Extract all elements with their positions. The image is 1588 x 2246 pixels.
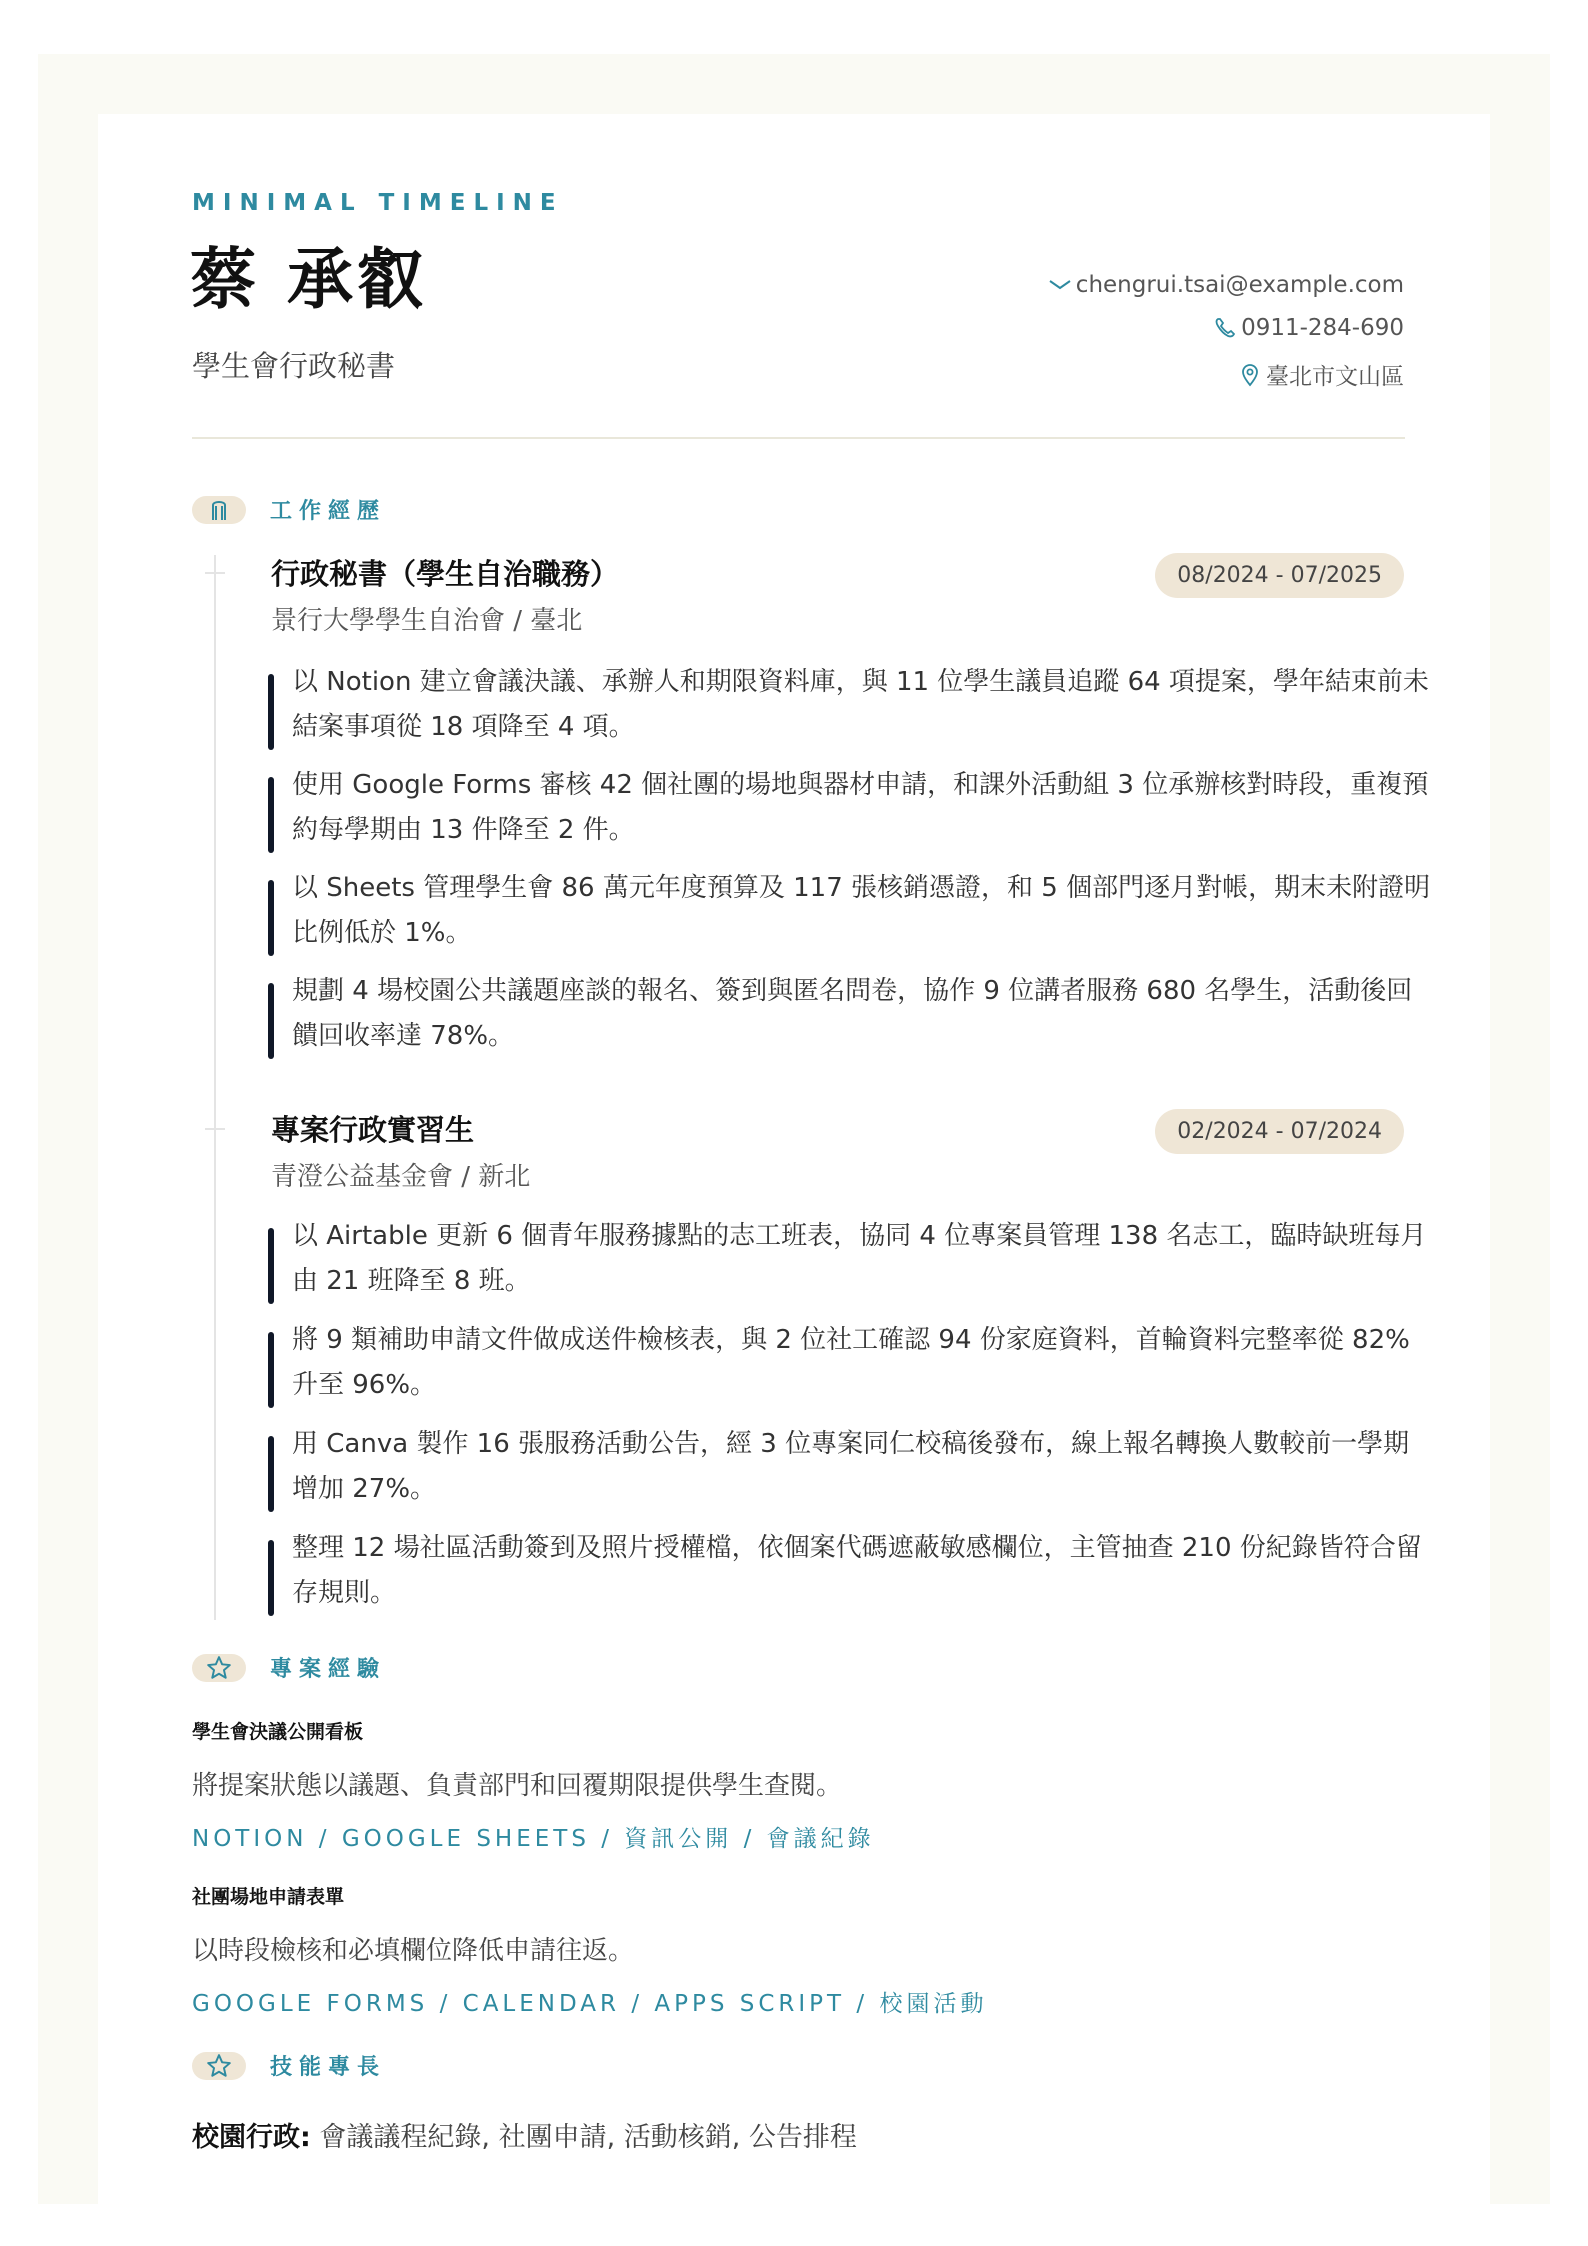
job-bullet <box>268 1318 1432 1408</box>
project-tags: NOTION / GOOGLE SHEETS / 資訊公開 / 會議紀錄 <box>192 1826 875 1852</box>
job-bullet <box>268 1526 1432 1616</box>
section-pill <box>192 2052 246 2080</box>
section-header-skills <box>192 2050 386 2081</box>
job-bullet <box>268 1214 1432 1304</box>
bullet-bar <box>268 1540 274 1616</box>
skill-label: 校園行政: <box>192 2122 311 2153</box>
bullet-bar <box>268 1228 274 1304</box>
bullet-text: 以 Airtable 更新 6 個青年服務據點的志工班表，協同 4 位專案員管理 138 名志工，臨時缺班每月由 21 班降至 8 班。 <box>292 1221 1427 1296</box>
section-pill <box>192 1654 246 1682</box>
job-org: 景行大學學生自治會 / 臺北 <box>271 606 583 636</box>
contact-phone[interactable] <box>1213 315 1404 341</box>
job-bullet <box>268 866 1432 956</box>
header-divider <box>192 437 1405 439</box>
briefcase-icon <box>208 499 230 521</box>
template-brand: MINIMAL TIMELINE <box>192 190 564 216</box>
star-icon <box>206 1655 232 1681</box>
section-title-projects: 專案經驗 <box>270 1657 387 1682</box>
job-bullet <box>268 763 1432 853</box>
project-desc: 將提案狀態以議題、負責部門和回覆期限提供學生查閱。 <box>192 1771 843 1801</box>
job-title: 行政秘書（學生自治職務） <box>271 557 620 591</box>
contact-phone-text: 0911-284-690 <box>1241 315 1404 341</box>
bullet-bar <box>268 1436 274 1512</box>
contact-location-text: 臺北市文山區 <box>1266 364 1404 390</box>
bullet-text: 規劃 4 場校園公共議題座談的報名、簽到與匿名問卷，協作 9 位講者服務 680 名學生，活動後回饋回收率達 78%。 <box>292 976 1413 1051</box>
bullet-text: 將 9 類補助申請文件做成送件檢核表，與 2 位社工確認 94 份家庭資料，首輪資料完整率從 82% 升至 96%。 <box>292 1325 1410 1400</box>
bullet-text: 整理 12 場社區活動簽到及照片授權檔，依個案代碼遮蔽敏感欄位，主管抽查 210 份紀錄皆符合留存規則。 <box>292 1533 1422 1608</box>
bullet-bar <box>268 777 274 853</box>
section-title-experience: 工作經歷 <box>270 499 387 524</box>
bullet-text: 使用 Google Forms 審核 42 個社團的場地與器材申請，和課外活動組 3 位承辦核對時段，重複預約每學期由 13 件降至 2 件。 <box>292 770 1429 845</box>
job-dates: 02/2024 - 07/2024 <box>1155 1109 1404 1154</box>
bullet-text: 以 Notion 建立會議決議、承辦人和期限資料庫，與 11 位學生議員追蹤 64 項提案，學年結束前未結案事項從 18 項降至 4 項。 <box>292 667 1429 742</box>
project-tags: GOOGLE FORMS / CALENDAR / APPS SCRIPT / 校園活動 <box>192 1991 988 2017</box>
section-pill <box>192 496 246 524</box>
job-bullet <box>268 969 1432 1059</box>
contact-email-text: chengrui.tsai@example.com <box>1075 272 1404 298</box>
job-title: 專案行政實習生 <box>271 1113 475 1147</box>
bullet-bar <box>268 983 274 1059</box>
skill-row <box>192 2115 857 2154</box>
candidate-name: 蔡 承叡 <box>190 241 427 318</box>
timeline-marker <box>205 1128 225 1130</box>
location-pin-icon <box>1238 363 1262 387</box>
job-bullet <box>268 1422 1432 1512</box>
bullet-bar <box>268 1332 274 1408</box>
bullet-bar <box>268 880 274 956</box>
skill-value: 會議議程紀錄, 社團申請, 活動核銷, 公告排程 <box>319 2122 857 2153</box>
job-org: 青澄公益基金會 / 新北 <box>271 1162 531 1192</box>
timeline-marker <box>205 572 225 574</box>
job-dates: 08/2024 - 07/2025 <box>1155 553 1404 598</box>
project-desc: 以時段檢核和必填欄位降低申請往返。 <box>192 1936 635 1966</box>
contact-email[interactable] <box>1048 272 1404 298</box>
bullet-bar <box>268 674 274 750</box>
bullet-text: 用 Canva 製作 16 張服務活動公告，經 3 位專案同仁校稿後發布，線上報名轉換人數較前一學期增加 27%。 <box>292 1429 1410 1504</box>
contact-location <box>1238 358 1404 391</box>
project-title: 社團場地申請表單 <box>192 1886 345 1908</box>
star-icon <box>206 2053 232 2079</box>
section-header-projects <box>192 1652 386 1683</box>
phone-icon <box>1213 316 1237 340</box>
section-header-experience <box>192 494 386 525</box>
timeline-line <box>214 555 216 1620</box>
chevron-down-icon <box>1048 273 1072 297</box>
section-title-skills: 技能專長 <box>270 2055 387 2080</box>
bullet-text: 以 Sheets 管理學生會 86 萬元年度預算及 117 張核銷憑證，和 5 個部門逐月對帳，期末未附證明比例低於 1%。 <box>292 873 1431 948</box>
candidate-role: 學生會行政秘書 <box>192 349 396 383</box>
job-bullet <box>268 660 1432 750</box>
project-title: 學生會決議公開看板 <box>192 1721 364 1743</box>
